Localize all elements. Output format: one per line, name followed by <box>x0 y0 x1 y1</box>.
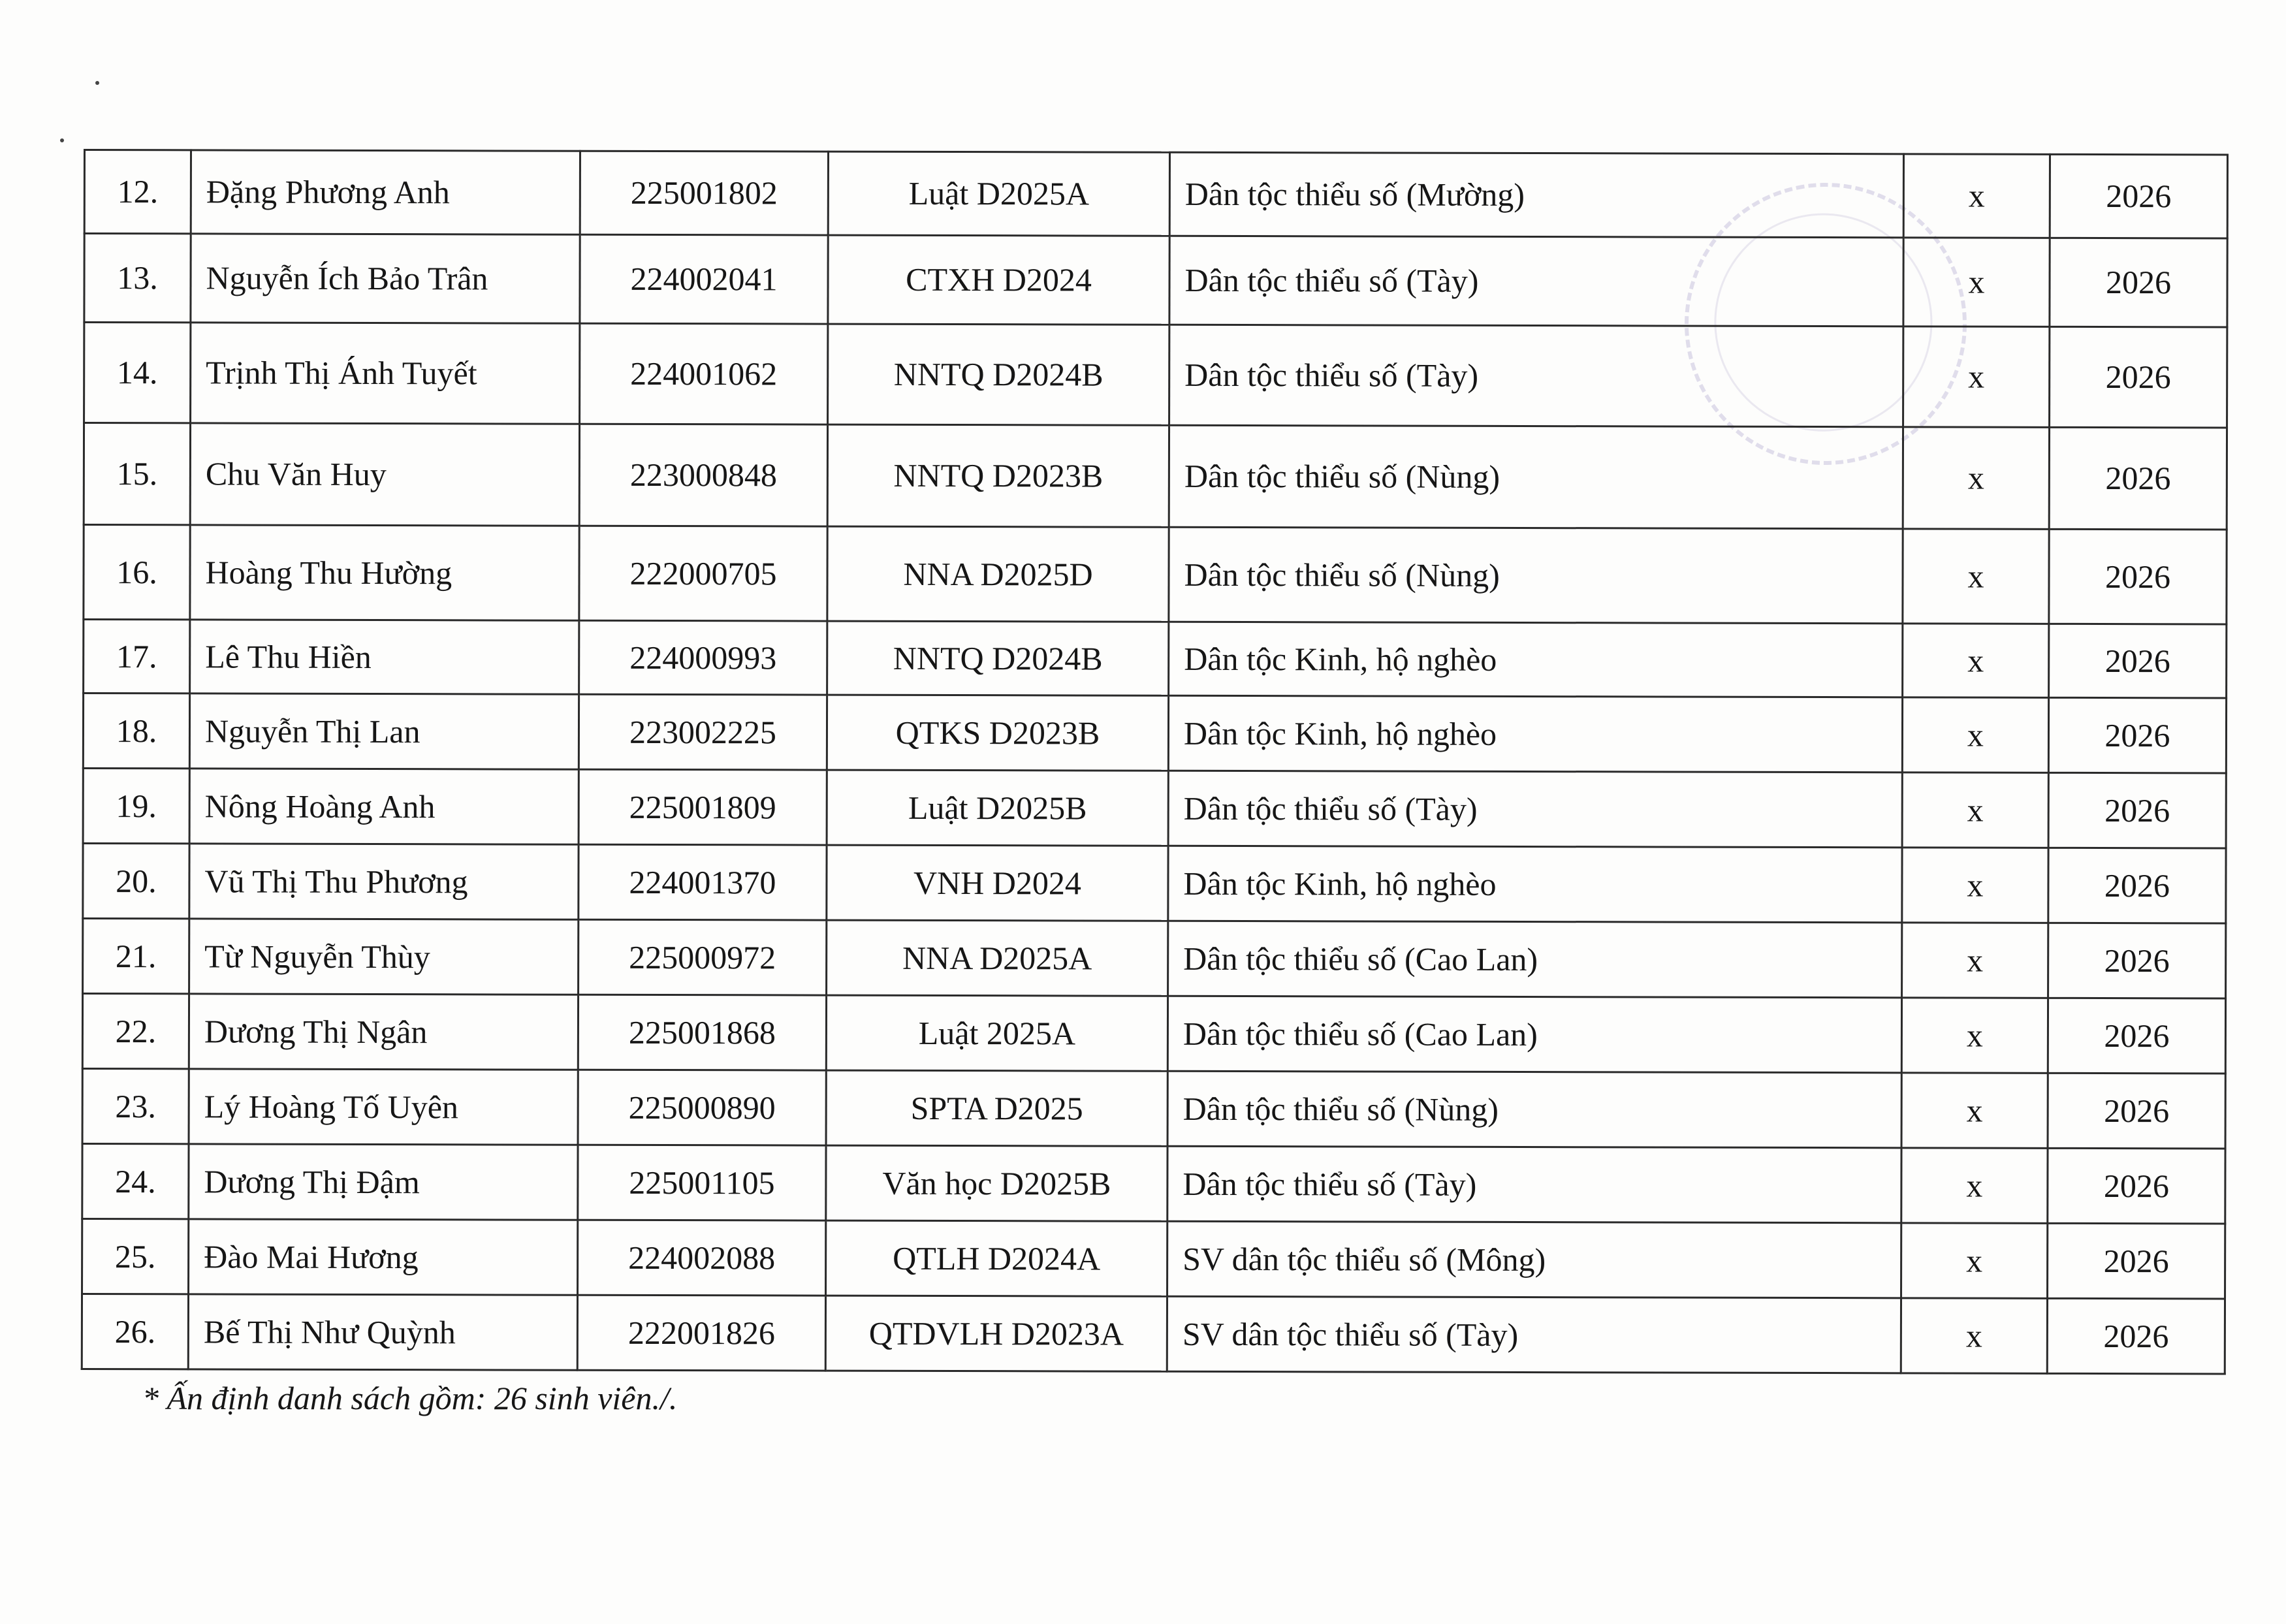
row-number: 24. <box>82 1143 189 1218</box>
student-name: Dương Thị Ngân <box>189 994 578 1070</box>
year: 2026 <box>2049 624 2227 698</box>
category: Dân tộc Kinh, hộ nghèo <box>1168 695 1902 772</box>
year: 2026 <box>2050 326 2227 428</box>
category: Dân tộc Kinh, hộ nghèo <box>1169 622 1903 697</box>
row-number: 17. <box>84 620 190 693</box>
table-row <box>82 1294 2225 1373</box>
year: 2026 <box>2047 1298 2225 1374</box>
table-row <box>83 769 2226 848</box>
class-name: NNA D2025A <box>827 920 1168 996</box>
student-id: 224000993 <box>579 620 827 695</box>
category: Dân tộc thiểu số (Nùng) <box>1167 1071 1901 1148</box>
scan-speck <box>95 81 99 85</box>
category: Dân tộc thiểu số (Mường) <box>1169 152 1903 238</box>
student-name: Đào Mai Hương <box>189 1219 578 1295</box>
check-mark: x <box>1903 238 2050 327</box>
student-name: Từ Nguyễn Thùy <box>189 919 579 995</box>
year: 2026 <box>2048 998 2225 1074</box>
student-name: Hoàng Thu Hường <box>190 525 579 620</box>
student-id: 224001370 <box>579 844 827 920</box>
check-mark: x <box>1902 697 2048 773</box>
row-number: 12. <box>84 150 191 234</box>
check-mark: x <box>1903 624 2049 698</box>
row-number: 19. <box>83 769 189 844</box>
class-name: Luật 2025A <box>826 995 1167 1071</box>
row-number: 26. <box>82 1294 188 1369</box>
class-name: NNA D2025D <box>827 526 1169 622</box>
check-mark: x <box>1903 529 2049 624</box>
student-id: 222000705 <box>579 526 827 621</box>
check-mark: x <box>1902 923 2048 998</box>
year: 2026 <box>2048 1148 2225 1224</box>
table-row <box>83 844 2226 923</box>
student-id: 225001105 <box>578 1145 826 1220</box>
table-row <box>84 525 2227 624</box>
class-name: NNTQ D2024B <box>828 324 1169 425</box>
row-number: 23. <box>82 1068 189 1143</box>
table-row <box>84 150 2227 238</box>
student-name: Chu Văn Huy <box>190 423 579 526</box>
category: Dân tộc thiểu số (Cao Lan) <box>1167 996 1901 1073</box>
check-mark: x <box>1903 326 2050 428</box>
check-mark: x <box>1902 772 2048 848</box>
category: Dân tộc Kinh, hộ nghèo <box>1168 846 1902 923</box>
student-name: Trịnh Thị Ánh Tuyết <box>191 323 580 424</box>
year: 2026 <box>2050 238 2227 327</box>
student-id: 223000848 <box>579 424 827 526</box>
table-row <box>83 919 2226 998</box>
scan-speck <box>60 138 64 142</box>
check-mark: x <box>1902 848 2048 923</box>
class-name: Luật D2025A <box>828 151 1169 236</box>
check-mark: x <box>1901 1298 2047 1374</box>
category: Dân tộc thiểu số (Tày) <box>1169 236 1903 326</box>
class-name: NNTQ D2023B <box>827 424 1169 527</box>
table-row <box>84 423 2227 530</box>
student-name: Nguyễn Ích Bảo Trân <box>191 234 580 323</box>
student-id: 225001868 <box>578 995 826 1070</box>
class-name: CTXH D2024 <box>828 235 1169 325</box>
student-name: Nông Hoàng Anh <box>189 769 579 844</box>
class-name: Văn học D2025B <box>826 1145 1167 1221</box>
student-id: 224001062 <box>580 323 828 424</box>
table-row <box>84 234 2227 327</box>
row-number: 22. <box>82 994 189 1069</box>
year: 2026 <box>2048 848 2226 923</box>
category: Dân tộc thiểu số (Tày) <box>1167 1146 1901 1223</box>
row-number: 25. <box>82 1218 189 1294</box>
category: SV dân tộc thiểu số (Tày) <box>1167 1296 1901 1373</box>
class-name: NNTQ D2024B <box>827 621 1169 695</box>
year: 2026 <box>2048 772 2226 848</box>
class-name: VNH D2024 <box>827 845 1168 921</box>
class-name: QTKS D2023B <box>827 695 1168 771</box>
table-row <box>84 323 2227 428</box>
row-number: 18. <box>83 693 189 769</box>
student-id: 222001826 <box>577 1295 825 1371</box>
category: Dân tộc thiểu số (Cao Lan) <box>1168 921 1902 998</box>
check-mark: x <box>1901 1148 2048 1224</box>
row-number: 16. <box>84 525 190 620</box>
year: 2026 <box>2048 1223 2225 1299</box>
year: 2026 <box>2048 1073 2225 1149</box>
student-name: Dương Thị Đậm <box>189 1144 578 1220</box>
student-name: Đặng Phương Anh <box>191 150 580 234</box>
student-id: 225001802 <box>580 151 828 235</box>
student-name: Nguyễn Thị Lan <box>189 693 579 769</box>
check-mark: x <box>1901 998 2048 1074</box>
category: SV dân tộc thiểu số (Mông) <box>1167 1221 1901 1298</box>
table-row <box>84 620 2227 698</box>
check-mark: x <box>1903 154 2050 238</box>
student-name: Vũ Thị Thu Phương <box>189 844 579 919</box>
table-row <box>83 693 2226 773</box>
student-list-table <box>81 149 2229 1375</box>
check-mark: x <box>1901 1073 2048 1149</box>
check-mark: x <box>1903 427 2049 530</box>
year: 2026 <box>2049 529 2227 624</box>
category: Dân tộc thiểu số (Tày) <box>1169 325 1903 427</box>
student-id: 225000890 <box>578 1070 826 1145</box>
year: 2026 <box>2048 697 2226 773</box>
check-mark: x <box>1901 1223 2048 1299</box>
table-row <box>82 994 2225 1074</box>
student-id: 223002225 <box>579 694 827 770</box>
footnote: * Ấn định danh sách gồm: 26 sinh viên./. <box>142 1380 678 1416</box>
student-id: 224002088 <box>578 1220 826 1296</box>
row-number: 15. <box>84 423 190 525</box>
row-number: 20. <box>83 844 189 919</box>
year: 2026 <box>2048 923 2226 998</box>
class-name: SPTA D2025 <box>826 1070 1167 1146</box>
row-number: 21. <box>83 919 189 994</box>
class-name: QTDVLH D2023A <box>825 1296 1167 1371</box>
table-row <box>82 1068 2225 1148</box>
row-number: 14. <box>84 323 191 423</box>
year: 2026 <box>2049 427 2227 530</box>
student-name: Bế Thị Như Quỳnh <box>188 1294 577 1370</box>
category: Dân tộc thiểu số (Tày) <box>1168 771 1902 848</box>
class-name: QTLH D2024A <box>826 1220 1167 1296</box>
student-name: Lý Hoàng Tố Uyên <box>189 1069 578 1145</box>
row-number: 13. <box>84 234 191 323</box>
class-name: Luật D2025B <box>827 770 1168 846</box>
student-id: 224002041 <box>580 234 828 324</box>
category: Dân tộc thiểu số (Nùng) <box>1169 527 1903 624</box>
year: 2026 <box>2050 154 2227 238</box>
student-id: 225001809 <box>579 769 827 845</box>
category: Dân tộc thiểu số (Nùng) <box>1169 425 1903 529</box>
student-name: Lê Thu Hiền <box>190 620 579 694</box>
table-row <box>82 1143 2225 1223</box>
student-id: 225000972 <box>579 919 827 995</box>
table-row <box>82 1218 2225 1298</box>
